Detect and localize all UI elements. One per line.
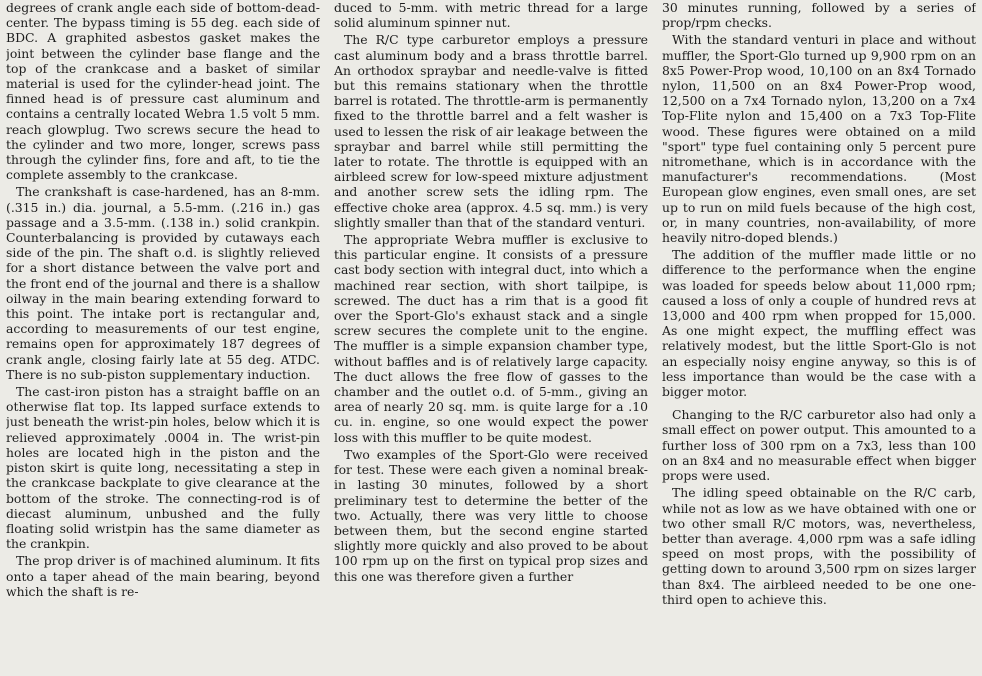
paragraph: The appropriate Webra muffler is exclusive to this particular engine. It consists of a pressure cast body section with integral duct, into which a machined rear section, with short tailpipe, is screwed. The duct has a rim that is a good fit over the Sport-Glo's exhaust stack and a single screw secures the complete unit to the engine. The muffler is a simple expansion chamber type, without baffles and is of relatively large capacity. The duct allows the free flow of gasses to the chamber and the outlet o.d. of 5-mm., giving an area of nearly 20 sq. mm. is quite large for a .10 cu. in. engine, so one would expect the power loss with this muffler to be quite modest. xyxy=(334,232,648,445)
paragraph: 30 minutes running, followed by a series of prop/rpm checks. xyxy=(662,0,976,31)
paragraph: The idling speed obtainable on the R/C carb, while not as low as we have obtained with one or two other small R/C motors, was, nevertheless, better than average. 4,000 rpm was a safe idling speed on most props, with the possibility of getting down to around 3,500 rpm on sizes larger than 8x4. The airbleed needed to be one one-third open to achieve this. xyxy=(662,485,976,607)
paragraph: degrees of crank angle each side of bottom-dead-center. The bypass timing is 55 deg. each side of BDC. A graphited asbestos gasket makes the joint between the cylinder base flange and the top of the crankcase and a basket of similar material is used for the cylinder-head joint. The finned head is of pressure cast aluminum and contains a centrally located Webra 1.5 volt 5 mm. reach glowplug. Two screws secure the head to the cylinder and two more, longer, screws pass through the cylinder fins, fore and aft, to tie the complete assembly to the crankcase. xyxy=(6,0,320,183)
paragraph: The addition of the muffler made little or no difference to the performance when the engine was loaded for speeds below about 11,000 rpm; caused a loss of only a couple of hundred revs at 13,000 and 400 rpm when propped for 15,000. As one might expect, the muffling effect was relatively modest, but the little Sport-Glo is not an especially noisy engine anyway, so this is of less importance than would be the case with a bigger motor. xyxy=(662,247,976,400)
paragraph: Changing to the R/C carburetor also had only a small effect on power output. This amounted to a further loss of 300 rpm on a 7x3, less than 100 on an 8x4 and no measurable effect when bigger props were used. xyxy=(662,407,976,484)
paragraph: Two examples of the Sport-Glo were received for test. These were each given a nominal break-in lasting 30 minutes, followed by a short preliminary test to determine the better of the two. Actually, there was very little to choose between them, but the second engine started slightly more quickly and also proved to be about 100 rpm up on the first on typical prop sizes and this one was therefore given a further xyxy=(334,446,648,584)
paragraph: The prop driver is of machined aluminum. It fits onto a taper ahead of the main bearing, beyond which the shaft is re- xyxy=(6,553,320,599)
paragraph: The R/C type carburetor employs a pressure cast aluminum body and a brass throttle barrel. An orthodox spraybar and needle-valve is fitted but this remains stationary when the throttle barrel is rotated. The throttle-arm is permanently fixed to the throttle barrel and a felt washer is used to lessen the risk of air leakage between the spraybar and barrel while still permitting the later to rotate. The throttle is equipped with an airbleed screw for low-speed mixture adjustment and another screw sets the idling rpm. The effective choke area (approx. 4.5 sq. mm.) is very slightly smaller than that of the standard venturi. xyxy=(334,32,648,230)
text-column-3 xyxy=(662,0,976,676)
text-column-1 xyxy=(6,0,320,676)
paragraph: duced to 5-mm. with metric thread for a large solid aluminum spinner nut. xyxy=(334,0,648,31)
paragraph: The crankshaft is case-hardened, has an 8-mm. (.315 in.) dia. journal, a 5.5-mm. (.216 in.) gas passage and a 3.5-mm. (.138 in.) solid crankpin. Counterbalancing is provided by cutaways each side of the pin. The shaft o.d. is slightly relieved for a short distance between the valve port and the front end of the journal and there is a shallow oilway in the main bearing extending forward to this point. The intake port is rectangular and, according to measurements of our test engine, remains open for approximately 187 degrees of crank angle, closing fairly late at 55 deg. ATDC. There is no sub-piston supplementary induction. xyxy=(6,184,320,382)
paragraph: With the standard venturi in place and without muffler, the Sport-Glo turned up 9,900 rpm on an 8x5 Power-Prop wood, 10,100 on an 8x4 Tornado nylon, 11,500 on an 8x4 Power-Prop wood, 12,500 on a 7x4 Tornado nylon, 13,200 on a 7x4 Top-Flite nylon and 15,400 on a 7x3 Top-Flite wood. These figures were obtained on a mild "sport" type fuel containing only 5 percent pure nitromethane, which is in accordance with the manufacturer's recommendations. (Most European glow engines, even small ones, are set up to run on mild fuels because of the high cost, or, in many countries, non-availability, of more heavily nitro-doped blends.) xyxy=(662,32,976,246)
paragraph: The cast-iron piston has a straight baffle on an otherwise flat top. Its lapped surface extends to just beneath the wrist-pin holes, below which it is relieved approximately .0004 in. The wrist-pin holes are located high in the piston and the piston skirt is quite long, necessitating a step in the crankcase backplate to give clearance at the bottom of the stroke. The connecting-rod is of diecast aluminum, unbushed and the fully floating solid wristpin has the same diameter as the crankpin. xyxy=(6,384,320,552)
text-column-2 xyxy=(334,0,648,676)
